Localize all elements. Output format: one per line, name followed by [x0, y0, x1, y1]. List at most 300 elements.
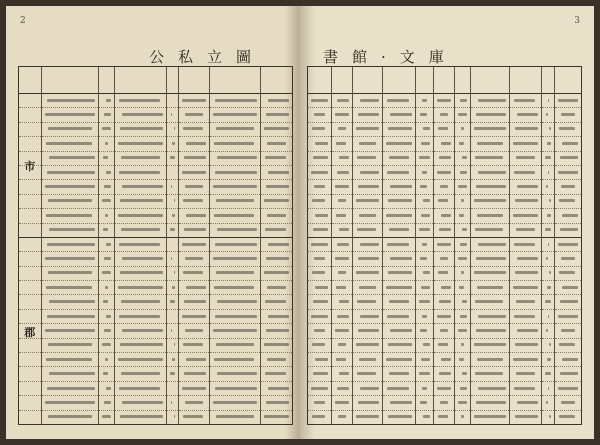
row-rule — [542, 251, 555, 252]
row-rule — [332, 208, 353, 209]
illegible-cell-text — [264, 127, 289, 130]
column-cells — [167, 93, 178, 424]
column-cells — [308, 93, 331, 424]
illegible-cell-text — [478, 315, 506, 318]
row-rule — [332, 194, 353, 195]
row-rule — [261, 381, 292, 382]
illegible-cell-text — [514, 171, 534, 174]
row-rule — [332, 122, 353, 123]
table-grid-right — [308, 67, 581, 424]
illegible-cell-text — [387, 171, 409, 174]
illegible-cell-text — [548, 387, 549, 390]
illegible-cell-text — [390, 257, 412, 260]
row-rule — [353, 122, 381, 123]
column-header — [455, 67, 470, 94]
illegible-cell-text — [517, 113, 537, 116]
row-rule — [19, 151, 41, 152]
row-rule — [383, 280, 415, 281]
illegible-cell-text — [171, 257, 172, 260]
group-divider — [99, 237, 114, 238]
illegible-cell-text — [514, 315, 534, 318]
row-rule — [510, 107, 540, 108]
row-rule — [434, 122, 455, 123]
row-rule — [542, 410, 555, 411]
illegible-cell-text — [558, 315, 578, 318]
row-rule — [542, 122, 555, 123]
illegible-cell-text — [562, 286, 578, 289]
row-rule — [434, 410, 455, 411]
illegible-cell-text — [49, 228, 95, 231]
row-rule — [308, 294, 331, 295]
illegible-cell-text — [103, 228, 108, 231]
row-rule — [555, 410, 581, 411]
column-cells — [383, 93, 415, 424]
illegible-cell-text — [438, 199, 449, 202]
row-rule — [115, 208, 165, 209]
row-rule — [434, 323, 455, 324]
illegible-cell-text — [49, 156, 95, 159]
illegible-cell-text — [214, 142, 254, 145]
illegible-cell-text — [475, 372, 503, 375]
row-rule — [210, 338, 260, 339]
row-rule — [19, 223, 41, 224]
illegible-cell-text — [120, 127, 162, 130]
illegible-cell-text — [437, 243, 452, 246]
illegible-cell-text — [339, 156, 350, 159]
row-rule — [19, 395, 41, 396]
row-rule — [555, 208, 581, 209]
row-rule — [542, 366, 555, 367]
row-rule — [510, 223, 540, 224]
row-rule — [353, 323, 381, 324]
row-rule — [510, 251, 540, 252]
row-rule — [261, 223, 292, 224]
illegible-cell-text — [216, 199, 254, 202]
row-rule — [434, 107, 455, 108]
illegible-cell-text — [213, 185, 257, 188]
illegible-cell-text — [358, 329, 378, 332]
table-column — [210, 67, 261, 424]
row-rule — [510, 179, 540, 180]
row-rule — [179, 395, 209, 396]
illegible-cell-text — [476, 401, 506, 404]
row-rule — [383, 223, 415, 224]
row-rule — [332, 381, 353, 382]
illegible-cell-text — [47, 171, 95, 174]
group-divider — [455, 237, 470, 238]
row-rule — [471, 179, 509, 180]
row-rule — [542, 352, 555, 353]
library-table-right — [307, 66, 582, 425]
illegible-cell-text — [440, 257, 449, 260]
group-divider — [308, 237, 331, 238]
column-cells — [416, 93, 433, 424]
row-rule — [332, 309, 353, 310]
column-cells — [434, 93, 455, 424]
illegible-cell-text — [514, 99, 534, 102]
row-rule — [416, 122, 433, 123]
illegible-cell-text — [213, 257, 257, 260]
row-rule — [19, 251, 41, 252]
illegible-cell-text — [103, 300, 108, 303]
illegible-cell-text — [513, 142, 537, 145]
illegible-cell-text — [474, 199, 506, 202]
row-rule — [332, 366, 353, 367]
row-rule — [510, 165, 540, 166]
row-rule — [471, 251, 509, 252]
illegible-cell-text — [420, 113, 427, 116]
row-rule — [542, 294, 555, 295]
illegible-cell-text — [338, 415, 347, 418]
row-rule — [167, 107, 178, 108]
row-rule — [19, 266, 41, 267]
row-rule — [99, 179, 114, 180]
illegible-cell-text — [182, 387, 206, 390]
row-rule — [471, 366, 509, 367]
row-rule — [471, 194, 509, 195]
illegible-cell-text — [360, 315, 378, 318]
illegible-cell-text — [558, 387, 578, 390]
illegible-cell-text — [105, 358, 108, 361]
illegible-cell-text — [268, 171, 289, 174]
illegible-cell-text — [214, 358, 254, 361]
illegible-cell-text — [313, 156, 328, 159]
row-rule — [308, 165, 331, 166]
illegible-cell-text — [47, 315, 95, 318]
row-rule — [167, 266, 178, 267]
row-rule — [19, 381, 41, 382]
illegible-cell-text — [45, 113, 95, 116]
illegible-cell-text — [390, 329, 412, 332]
illegible-cell-text — [47, 243, 95, 246]
row-rule — [308, 395, 331, 396]
illegible-cell-text — [121, 228, 159, 231]
table-column — [42, 67, 99, 424]
row-rule — [42, 366, 98, 367]
illegible-cell-text — [356, 271, 378, 274]
row-rule — [332, 179, 353, 180]
row-rule — [308, 251, 331, 252]
row-rule — [434, 366, 455, 367]
illegible-cell-text — [460, 387, 467, 390]
row-rule — [471, 323, 509, 324]
row-rule — [471, 223, 509, 224]
illegible-cell-text — [182, 99, 206, 102]
row-rule — [308, 366, 331, 367]
row-rule — [99, 136, 114, 137]
row-rule — [210, 280, 260, 281]
illegible-cell-text — [549, 199, 552, 202]
row-rule — [471, 107, 509, 108]
illegible-cell-text — [389, 372, 409, 375]
illegible-cell-text — [172, 358, 175, 361]
illegible-cell-text — [458, 329, 467, 332]
illegible-cell-text — [462, 228, 467, 231]
illegible-cell-text — [423, 415, 430, 418]
row-rule — [210, 107, 260, 108]
illegible-cell-text — [461, 415, 464, 418]
row-rule — [353, 410, 381, 411]
row-rule — [434, 165, 455, 166]
row-rule — [434, 251, 455, 252]
illegible-cell-text — [185, 401, 203, 404]
table-column — [261, 67, 292, 424]
row-rule — [332, 251, 353, 252]
illegible-cell-text — [104, 257, 111, 260]
row-rule — [542, 194, 555, 195]
illegible-cell-text — [104, 401, 111, 404]
column-cells — [261, 93, 292, 424]
row-rule — [434, 381, 455, 382]
illegible-cell-text — [549, 127, 552, 130]
group-label: 市 — [24, 160, 36, 174]
row-rule — [353, 194, 381, 195]
illegible-cell-text — [268, 99, 289, 102]
row-rule — [555, 151, 581, 152]
illegible-cell-text — [477, 358, 503, 361]
row-rule — [434, 266, 455, 267]
illegible-cell-text — [516, 228, 534, 231]
illegible-cell-text — [171, 185, 172, 188]
group-divider — [179, 237, 209, 238]
row-rule — [115, 309, 165, 310]
illegible-cell-text — [120, 199, 162, 202]
column-header — [210, 67, 260, 94]
row-rule — [434, 136, 455, 137]
row-rule — [455, 165, 470, 166]
illegible-cell-text — [121, 156, 159, 159]
illegible-cell-text — [459, 142, 464, 145]
row-rule — [510, 151, 540, 152]
illegible-cell-text — [48, 415, 92, 418]
row-rule — [416, 208, 433, 209]
row-rule — [383, 136, 415, 137]
row-rule — [416, 366, 433, 367]
row-rule — [510, 366, 540, 367]
row-rule — [261, 410, 292, 411]
row-rule — [542, 179, 555, 180]
row-rule — [353, 381, 381, 382]
illegible-cell-text — [388, 415, 412, 418]
row-rule — [210, 208, 260, 209]
illegible-cell-text — [105, 142, 108, 145]
illegible-cell-text — [420, 329, 427, 332]
row-rule — [434, 208, 455, 209]
row-rule — [42, 352, 98, 353]
illegible-cell-text — [549, 415, 552, 418]
illegible-cell-text — [312, 199, 325, 202]
row-rule — [308, 410, 331, 411]
illegible-cell-text — [422, 387, 427, 390]
row-rule — [42, 136, 98, 137]
row-rule — [510, 136, 540, 137]
illegible-cell-text — [548, 99, 549, 102]
illegible-cell-text — [422, 99, 427, 102]
row-rule — [179, 251, 209, 252]
illegible-cell-text — [314, 185, 325, 188]
illegible-cell-text — [335, 329, 350, 332]
row-rule — [42, 395, 98, 396]
row-rule — [19, 136, 41, 137]
illegible-cell-text — [357, 156, 375, 159]
row-rule — [455, 251, 470, 252]
illegible-cell-text — [419, 156, 430, 159]
illegible-cell-text — [312, 271, 325, 274]
row-rule — [261, 352, 292, 353]
illegible-cell-text — [314, 113, 325, 116]
illegible-cell-text — [171, 329, 172, 332]
row-rule — [210, 395, 260, 396]
illegible-cell-text — [389, 156, 409, 159]
illegible-cell-text — [547, 286, 552, 289]
illegible-cell-text — [359, 214, 375, 217]
row-rule — [542, 395, 555, 396]
illegible-cell-text — [515, 415, 537, 418]
row-rule — [416, 251, 433, 252]
row-rule — [455, 410, 470, 411]
row-rule — [167, 381, 178, 382]
illegible-cell-text — [559, 127, 575, 130]
row-rule — [471, 122, 509, 123]
illegible-cell-text — [359, 142, 375, 145]
row-rule — [555, 107, 581, 108]
illegible-cell-text — [48, 343, 92, 346]
row-rule — [42, 323, 98, 324]
illegible-cell-text — [184, 300, 206, 303]
illegible-cell-text — [338, 199, 347, 202]
illegible-cell-text — [386, 142, 412, 145]
row-rule — [167, 410, 178, 411]
illegible-cell-text — [388, 271, 412, 274]
row-rule — [510, 309, 540, 310]
illegible-cell-text — [266, 329, 289, 332]
row-rule — [332, 165, 353, 166]
row-rule — [99, 366, 114, 367]
illegible-cell-text — [546, 329, 549, 332]
illegible-cell-text — [357, 372, 375, 375]
row-rule — [383, 107, 415, 108]
row-rule — [179, 410, 209, 411]
illegible-cell-text — [514, 387, 534, 390]
row-rule — [179, 323, 209, 324]
illegible-cell-text — [105, 286, 108, 289]
illegible-cell-text — [440, 401, 449, 404]
row-rule — [179, 266, 209, 267]
row-rule — [179, 352, 209, 353]
illegible-cell-text — [476, 257, 506, 260]
illegible-cell-text — [266, 257, 289, 260]
row-rule — [19, 122, 41, 123]
illegible-cell-text — [459, 286, 464, 289]
illegible-cell-text — [314, 401, 325, 404]
row-rule — [353, 395, 381, 396]
row-rule — [416, 352, 433, 353]
illegible-cell-text — [462, 156, 467, 159]
illegible-cell-text — [104, 185, 111, 188]
illegible-cell-text — [439, 156, 452, 159]
row-rule — [510, 208, 540, 209]
table-column — [455, 67, 471, 424]
illegible-cell-text — [548, 315, 549, 318]
illegible-cell-text — [386, 214, 412, 217]
illegible-cell-text — [46, 286, 92, 289]
illegible-cell-text — [420, 185, 427, 188]
row-rule — [455, 366, 470, 367]
illegible-cell-text — [475, 156, 503, 159]
illegible-cell-text — [312, 343, 325, 346]
row-rule — [179, 194, 209, 195]
row-rule — [416, 266, 433, 267]
row-rule — [434, 280, 455, 281]
row-rule — [332, 223, 353, 224]
illegible-cell-text — [517, 185, 537, 188]
illegible-cell-text — [549, 271, 552, 274]
row-rule — [210, 352, 260, 353]
row-rule — [210, 179, 260, 180]
row-rule — [179, 280, 209, 281]
row-rule — [555, 179, 581, 180]
illegible-cell-text — [461, 271, 464, 274]
column-header — [332, 67, 353, 94]
row-rule — [115, 280, 165, 281]
illegible-cell-text — [102, 415, 111, 418]
illegible-cell-text — [561, 257, 575, 260]
table-column — [510, 67, 541, 424]
illegible-cell-text — [265, 156, 286, 159]
illegible-cell-text — [423, 127, 430, 130]
row-rule — [383, 309, 415, 310]
illegible-cell-text — [46, 358, 92, 361]
illegible-cell-text — [441, 142, 452, 145]
illegible-cell-text — [45, 257, 95, 260]
illegible-cell-text — [265, 300, 286, 303]
row-rule — [332, 280, 353, 281]
illegible-cell-text — [311, 171, 328, 174]
row-rule — [416, 309, 433, 310]
illegible-cell-text — [48, 127, 92, 130]
illegible-cell-text — [47, 387, 95, 390]
row-rule — [471, 309, 509, 310]
row-rule — [42, 266, 98, 267]
illegible-cell-text — [459, 358, 464, 361]
illegible-cell-text — [420, 401, 427, 404]
illegible-cell-text — [545, 228, 552, 231]
row-rule — [99, 122, 114, 123]
row-rule — [383, 208, 415, 209]
illegible-cell-text — [217, 300, 257, 303]
illegible-cell-text — [264, 271, 289, 274]
row-rule — [555, 323, 581, 324]
table-column — [383, 67, 416, 424]
group-divider — [542, 237, 555, 238]
row-rule — [167, 366, 178, 367]
illegible-cell-text — [477, 142, 503, 145]
row-rule — [434, 223, 455, 224]
row-rule — [542, 223, 555, 224]
row-rule — [115, 223, 165, 224]
row-rule — [510, 323, 540, 324]
group-divider — [383, 237, 415, 238]
illegible-cell-text — [121, 300, 159, 303]
illegible-cell-text — [102, 127, 111, 130]
illegible-cell-text — [170, 300, 175, 303]
illegible-cell-text — [437, 387, 452, 390]
illegible-cell-text — [360, 99, 378, 102]
row-rule — [353, 294, 381, 295]
illegible-cell-text — [217, 372, 257, 375]
row-rule — [383, 266, 415, 267]
row-rule — [353, 208, 381, 209]
